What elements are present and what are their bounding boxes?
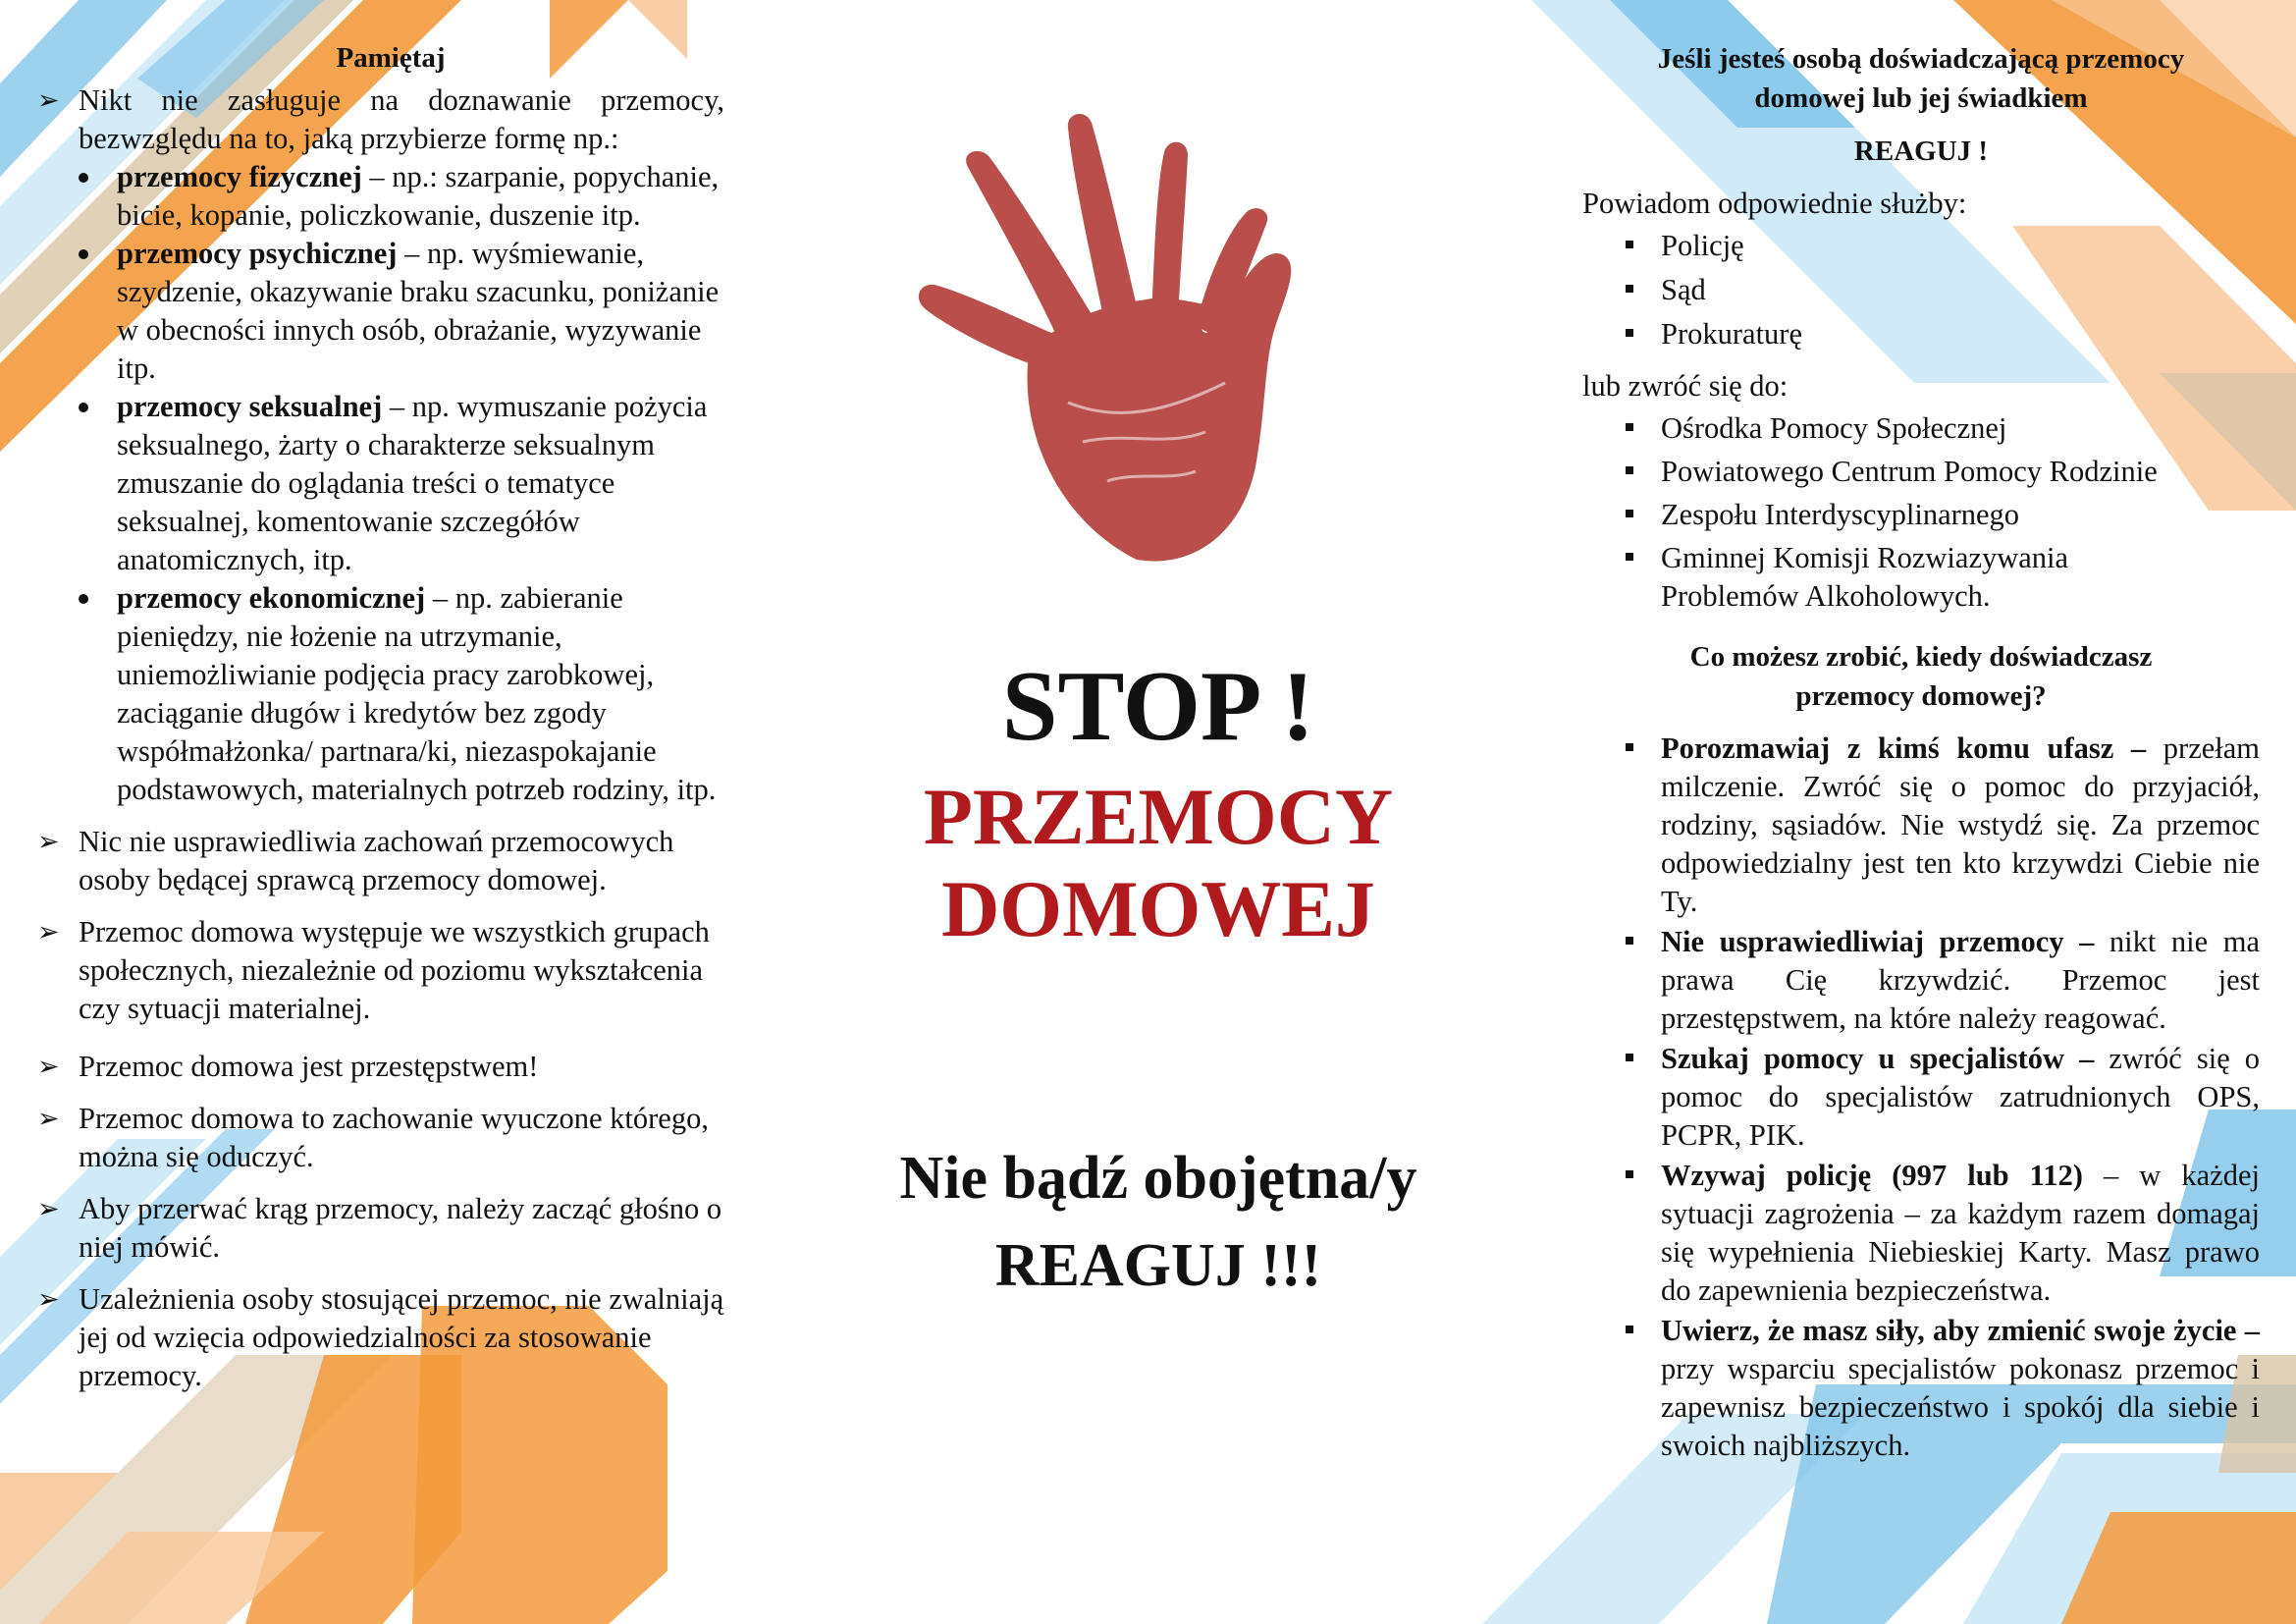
- action-title: Wzywaj policję (997 lub 112): [1661, 1159, 2083, 1192]
- list-item: [79, 158, 724, 235]
- services-list: [1582, 227, 2260, 353]
- action-text: przy wsparciu specjalistów pokonasz przemoc i zapewnisz bezpieczeństwo i spokój dla siebie i swoich najbliższych.: [1661, 1352, 2260, 1462]
- react-heading: REAGUJ !: [1853, 135, 1989, 167]
- action-text: nikt nie ma prawa Cię krzywdzić. Przemoc jest przestępstwem, na które należy reagować.: [1661, 925, 2260, 1035]
- arrow-bullet-icon: ➢: [37, 1052, 60, 1081]
- square-bullet-icon: [1626, 1170, 1633, 1178]
- point-text: Przemoc domowa jest przestępstwem!: [79, 1050, 539, 1083]
- point-text: Przemoc domowa to zachowanie wyuczone którego, można się oduczyć.: [79, 1102, 709, 1173]
- form-description: – np. wymuszanie pożycia seksualnego, żarty o charakterze seksualnym zmuszanie do oglądania treści o tematyce seksualnej, komentowanie szczegółów anatomicznych, itp.: [117, 390, 708, 576]
- arrow-bullet-icon: ➢: [37, 917, 60, 947]
- form-name: przemocy psychicznej: [117, 237, 398, 270]
- slogan-line2: REAGUJ !!!: [994, 1232, 1322, 1299]
- actions-list: [1582, 730, 2260, 1465]
- left-panel: [37, 39, 724, 1395]
- square-bullet-icon: [1626, 1054, 1633, 1061]
- arrow-bullet-icon: ➢: [37, 85, 60, 115]
- institution-text: Powiatowego Centrum Pomocy Rodzinie: [1661, 455, 2158, 488]
- action-title: Nie usprawiedliwiaj przemocy –: [1661, 925, 2095, 958]
- list-item: [1626, 539, 2260, 616]
- form-name: przemocy ekonomicznej: [117, 581, 426, 615]
- service-text: Sąd: [1661, 273, 1706, 306]
- list-item: [1626, 453, 2260, 491]
- left-heading: Pamiętaj: [336, 42, 446, 74]
- dot-bullet-icon: [79, 249, 88, 259]
- left-point-intro: [37, 81, 724, 158]
- arrow-bullet-icon: ➢: [37, 1284, 60, 1314]
- center-panel: [815, 0, 1502, 1624]
- arrow-bullet-icon: ➢: [37, 1104, 60, 1133]
- dot-bullet-icon: [79, 594, 88, 604]
- form-name: przemocy fizycznej: [117, 160, 362, 193]
- form-description: – np. zabieranie pieniędzy, nie łożenie na utrzymanie, uniemożliwianie podjęcia pracy zarobkowej, zaciąganie długów i kredytów bez zgody współmałżonka/ partnara/ki, niezaspokajanie podstawowych, materialnych potrzeb rodziny, itp.: [117, 581, 717, 806]
- right-heading-line2: domowej lub jej świadkiem: [1754, 82, 2088, 114]
- list-item: [37, 913, 724, 1028]
- red-handprint-icon: [911, 108, 1304, 569]
- list-item: [37, 1048, 724, 1086]
- list-item: [1626, 1157, 2260, 1310]
- list-item: [1626, 315, 2260, 353]
- list-item: [79, 579, 724, 809]
- dot-bullet-icon: [79, 173, 88, 183]
- list-item: [1626, 1040, 2260, 1155]
- right-panel: [1582, 39, 2260, 1465]
- list-item: [79, 388, 724, 579]
- point-text: Aby przerwać krąg przemocy, należy zacząć głośno o niej mówić.: [79, 1192, 722, 1264]
- list-item: [1626, 496, 2260, 534]
- square-bullet-icon: [1626, 329, 1633, 337]
- stop-subtitle-line2: DOMOWEJ: [941, 864, 1375, 953]
- institution-text: Gminnej Komisji Rozwiazywania Problemów Alkoholowych.: [1661, 541, 2069, 613]
- list-item: [37, 1280, 724, 1395]
- action-title: Uwierz, że masz siły, aby zmienić swoje życie –: [1661, 1314, 2260, 1347]
- stop-title: STOP !: [1001, 651, 1315, 762]
- arrow-bullet-icon: ➢: [37, 827, 60, 856]
- action-title: Porozmawiaj z kimś komu ufasz –: [1661, 731, 2147, 765]
- institution-text: Ośrodka Pomocy Społecznej: [1661, 411, 2007, 445]
- list-item: [1626, 1312, 2260, 1465]
- form-description: – np.: szarpanie, popychanie, bicie, kopanie, policzkowanie, duszenie itp.: [117, 160, 720, 232]
- institution-text: Zespołu Interdyscyplinarnego: [1661, 498, 2020, 531]
- point-text: Przemoc domowa występuje we wszystkich grupach społecznych, niezależnie od poziomu wykształcenia czy sytuacji materialnej.: [79, 915, 710, 1025]
- action-text: przełam milczenie. Zwróć się o pomoc do przyjaciół, rodziny, sąsiadów. Nie wstydź się. Za przemoc odpowiedzialny jest ten kto krzywdzi Ciebie nie Ty.: [1661, 731, 2261, 918]
- list-item: [37, 823, 724, 899]
- service-text: Prokuraturę: [1661, 317, 1802, 351]
- action-text: – w każdej sytuacji zagrożenia – za każdym razem domagaj się wypełnienia Niebieskiej Karty. Masz prawo do zapewnienia bezpieczeństwa.: [1661, 1159, 2260, 1307]
- or-turn-text: lub zwróć się do:: [1582, 369, 1789, 403]
- square-bullet-icon: [1626, 510, 1633, 517]
- slogan-line1: Nie bądź obojętna/y: [899, 1145, 1417, 1212]
- arrow-bullet-icon: ➢: [37, 1194, 60, 1223]
- dot-bullet-icon: [79, 403, 88, 412]
- list-item: [1626, 730, 2260, 921]
- list-item: [1626, 271, 2260, 309]
- list-item: [1626, 923, 2260, 1038]
- square-bullet-icon: [1626, 937, 1633, 945]
- question-heading-line2: przemocy domowej?: [1795, 680, 2047, 712]
- square-bullet-icon: [1626, 1326, 1633, 1333]
- action-text: zwróć się o pomoc do specjalistów zatrudnionych OPS, PCPR, PIK.: [1661, 1042, 2261, 1152]
- notify-text: Powiadom odpowiednie służby:: [1582, 187, 1967, 220]
- point-text: Uzależnienia osoby stosującej przemoc, nie zwalniają jej od wzięcia odpowiedzialności za stosowanie przemocy.: [79, 1282, 724, 1392]
- square-bullet-icon: [1626, 743, 1633, 751]
- forms-list: [37, 158, 724, 809]
- list-item: [1626, 227, 2260, 265]
- square-bullet-icon: [1626, 423, 1633, 431]
- right-heading-line1: Jeśli jesteś osobą doświadczającą przemocy: [1657, 43, 2185, 75]
- form-description: – np. wyśmiewanie, szydzenie, okazywanie braku szacunku, poniżanie w obecności innych osób, obrażanie, wyzywanie itp.: [117, 237, 720, 385]
- square-bullet-icon: [1626, 285, 1633, 293]
- form-name: przemocy seksualnej: [117, 390, 383, 423]
- action-title: Szukaj pomocy u specjalistów –: [1661, 1042, 2095, 1075]
- square-bullet-icon: [1626, 466, 1633, 474]
- list-item: [1626, 409, 2260, 448]
- square-bullet-icon: [1626, 553, 1633, 561]
- question-heading-line1: Co możesz zrobić, kiedy doświadczasz: [1689, 641, 2153, 673]
- stop-subtitle-line1: PRZEMOCY: [923, 772, 1394, 861]
- list-item: [37, 1100, 724, 1176]
- point-text: Nic nie usprawiedliwia zachowań przemocowych osoby będącej sprawcą przemocy domowej.: [79, 825, 674, 896]
- institutions-list: [1582, 409, 2260, 616]
- list-item: [37, 1190, 724, 1267]
- list-item: [79, 235, 724, 388]
- square-bullet-icon: [1626, 241, 1633, 248]
- left-intro-text: Nikt nie zasługuje na doznawanie przemocy, bezwzględu na to, jaką przybierze formę np.:: [79, 83, 724, 155]
- service-text: Policję: [1661, 229, 1744, 262]
